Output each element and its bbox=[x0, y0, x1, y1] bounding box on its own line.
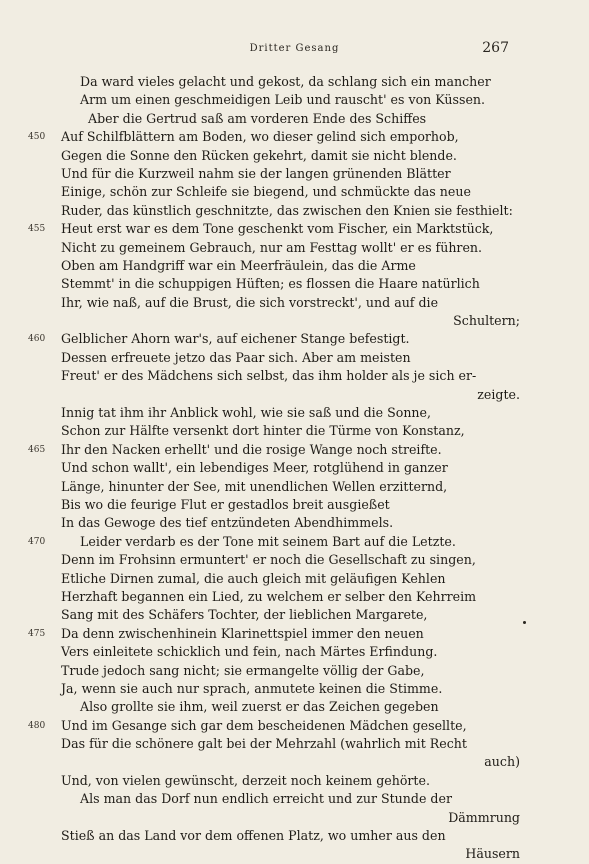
verse-text-line: Stieß an das Land vor dem offenen Platz, wo umher aus den bbox=[61, 828, 446, 844]
verse-line bbox=[28, 294, 528, 312]
verse-text-line: Schon zur Hälfte versenkt dort hinter die Türme von Konstanz, bbox=[61, 423, 465, 439]
verse-text-line: Stemmt' in die schuppigen Hüften; es flossen die Haare natürlich bbox=[61, 276, 480, 292]
line-number: 465 bbox=[28, 444, 46, 455]
verse-text-line: Trude jedoch sang nicht; sie ermangelte völlig der Gabe, bbox=[61, 662, 425, 678]
verse-line bbox=[28, 183, 528, 201]
verse-text-line: Innig tat ihm ihr Anblick wohl, wie sie saß und die Sonne, bbox=[61, 405, 432, 421]
page-number: 267 bbox=[482, 40, 509, 56]
verse-line bbox=[28, 220, 528, 238]
verse-line bbox=[28, 588, 528, 606]
ink-speck bbox=[523, 621, 526, 624]
page-header bbox=[0, 40, 589, 60]
verse-text-line: Und, von vielen gewünscht, derzeit noch keinem gehörte. bbox=[61, 772, 430, 788]
verse-text-line: Auf Schilfblättern am Boden, wo dieser gelind sich emporhob, bbox=[61, 129, 459, 145]
verse-text-line: Gegen die Sonne den Rücken gekehrt, damit sie nicht blende. bbox=[61, 147, 457, 163]
verse-text-line: Länge, hinunter der See, mit unendlichen Wellen erzitternd, bbox=[61, 478, 448, 494]
verse-line bbox=[28, 514, 528, 532]
line-number: 455 bbox=[28, 224, 46, 235]
runover-word: Dämmrung bbox=[448, 809, 520, 825]
verse-text-line: Sang mit des Schäfers Tochter, der lieblichen Margarete, bbox=[61, 607, 428, 623]
verse-line bbox=[28, 790, 528, 808]
verse-text-line: Arm um einen geschmeidigen Leib und rauscht' es von Küssen. bbox=[80, 92, 486, 108]
runover-word: Häusern bbox=[465, 846, 520, 862]
verse-line bbox=[28, 551, 528, 569]
verse-line bbox=[28, 827, 528, 845]
verse-text-line: Freut' er des Mädchens sich selbst, das ihm holder als je sich er- bbox=[61, 368, 477, 384]
verse-line bbox=[28, 386, 528, 404]
verse-text bbox=[28, 73, 528, 864]
verse-text-line: In das Gewoge des tief entzündeten Abendhimmels. bbox=[61, 515, 394, 531]
verse-text-line: Leider verdarb es der Tone mit seinem Bart auf die Letzte. bbox=[80, 533, 456, 549]
verse-text-line: Ihr, wie naß, auf die Brust, die sich vorstreckt', und auf die bbox=[61, 294, 439, 310]
verse-text-line: Ja, wenn sie auch nur sprach, anmutete keinen die Stimme. bbox=[61, 680, 443, 696]
running-title: Dritter Gesang bbox=[249, 43, 340, 54]
verse-line bbox=[28, 73, 528, 91]
verse-line bbox=[28, 809, 528, 827]
verse-line bbox=[28, 680, 528, 698]
verse-text-line: Und für die Kurzweil nahm sie der langen grünenden Blätter bbox=[61, 165, 451, 181]
verse-text-line: Und schon wallt', ein lebendiges Meer, rotglühend in ganzer bbox=[61, 460, 448, 476]
verse-text-line: Oben am Handgriff war ein Meerfräulein, das die Arme bbox=[61, 257, 416, 273]
runover-word: auch) bbox=[484, 754, 520, 770]
verse-text-line: Nicht zu gemeinem Gebrauch, nur am Festtag wollt' er es führen. bbox=[61, 239, 483, 255]
verse-line bbox=[28, 496, 528, 514]
verse-line bbox=[28, 717, 528, 735]
verse-text-line: Heut erst war es dem Tone geschenkt vom Fischer, ein Marktstück, bbox=[61, 221, 494, 237]
verse-line bbox=[28, 165, 528, 183]
verse-text-line: Ihr den Nacken erhellt' und die rosige Wange noch streifte. bbox=[61, 441, 442, 457]
verse-line bbox=[28, 478, 528, 496]
verse-line bbox=[28, 533, 528, 551]
verse-line bbox=[28, 147, 528, 165]
verse-line bbox=[28, 349, 528, 367]
verse-line bbox=[28, 735, 528, 753]
verse-text-line: Vers einleitete schicklich und fein, nach Märtes Erfindung. bbox=[61, 644, 438, 660]
verse-line bbox=[28, 91, 528, 109]
line-number: 470 bbox=[28, 536, 46, 547]
verse-line bbox=[28, 128, 528, 146]
verse-text-line: Da ward vieles gelacht und gekost, da schlang sich ein mancher bbox=[80, 74, 491, 89]
line-number: 460 bbox=[28, 334, 46, 345]
verse-line bbox=[28, 643, 528, 661]
verse-line bbox=[28, 202, 528, 220]
verse-text-line: Etliche Dirnen zumal, die auch gleich mit geläufigen Kehlen bbox=[61, 570, 446, 586]
verse-line bbox=[28, 698, 528, 716]
verse-line bbox=[28, 662, 528, 680]
verse-text-line: Also grollte sie ihm, weil zuerst er das Zeichen gegeben bbox=[80, 699, 439, 715]
verse-text-line: Herzhaft begannen ein Lied, zu welchem er selber den Kehrreim bbox=[61, 588, 477, 604]
verse-text-line: Und im Gesange sich gar dem bescheidenen Mädchen gesellte, bbox=[61, 717, 467, 733]
verse-line bbox=[28, 459, 528, 477]
verse-line bbox=[28, 239, 528, 257]
verse-line bbox=[28, 367, 528, 385]
verse-line bbox=[28, 606, 528, 624]
verse-text-line: Einige, schön zur Schleife sie biegend, und schmückte das neue bbox=[61, 184, 471, 200]
verse-text-line: Als man das Dorf nun endlich erreicht und zur Stunde der bbox=[80, 791, 452, 807]
verse-line bbox=[28, 441, 528, 459]
verse-line bbox=[28, 570, 528, 588]
line-number: 480 bbox=[28, 720, 46, 731]
runover-word: zeigte. bbox=[477, 386, 520, 402]
verse-text-line: Dessen erfreuete jetzo das Paar sich. Aber am meisten bbox=[61, 349, 411, 365]
runover-word: Schultern; bbox=[453, 313, 520, 329]
verse-line bbox=[28, 422, 528, 440]
line-number: 475 bbox=[28, 628, 46, 639]
verse-line bbox=[28, 845, 528, 863]
verse-line bbox=[28, 404, 528, 422]
verse-line bbox=[28, 257, 528, 275]
verse-line bbox=[28, 772, 528, 790]
verse-text-line: Ruder, das künstlich geschnitzte, das zwischen den Knien sie festhielt: bbox=[61, 202, 513, 218]
verse-line bbox=[28, 753, 528, 771]
verse-text-line: Gelblicher Ahorn war's, auf eichener Stange befestigt. bbox=[61, 331, 410, 347]
verse-line bbox=[28, 110, 528, 128]
verse-line bbox=[28, 275, 528, 293]
verse-line bbox=[28, 312, 528, 330]
verse-text-line: Bis wo die feurige Flut er gestadlos breit ausgießet bbox=[61, 496, 390, 512]
verse-text-line: Das für die schönere galt bei der Mehrzahl (wahrlich mit Recht bbox=[61, 736, 467, 752]
verse-text-line: Denn im Frohsinn ermuntert' er noch die Gesellschaft zu singen, bbox=[61, 552, 476, 568]
verse-line bbox=[28, 625, 528, 643]
verse-line bbox=[28, 330, 528, 348]
verse-text-line: Aber die Gertrud saß am vorderen Ende des Schiffes bbox=[88, 110, 427, 126]
verse-text-line: Da denn zwischenhinein Klarinettspiel immer den neuen bbox=[61, 625, 424, 641]
line-number: 450 bbox=[28, 132, 46, 143]
